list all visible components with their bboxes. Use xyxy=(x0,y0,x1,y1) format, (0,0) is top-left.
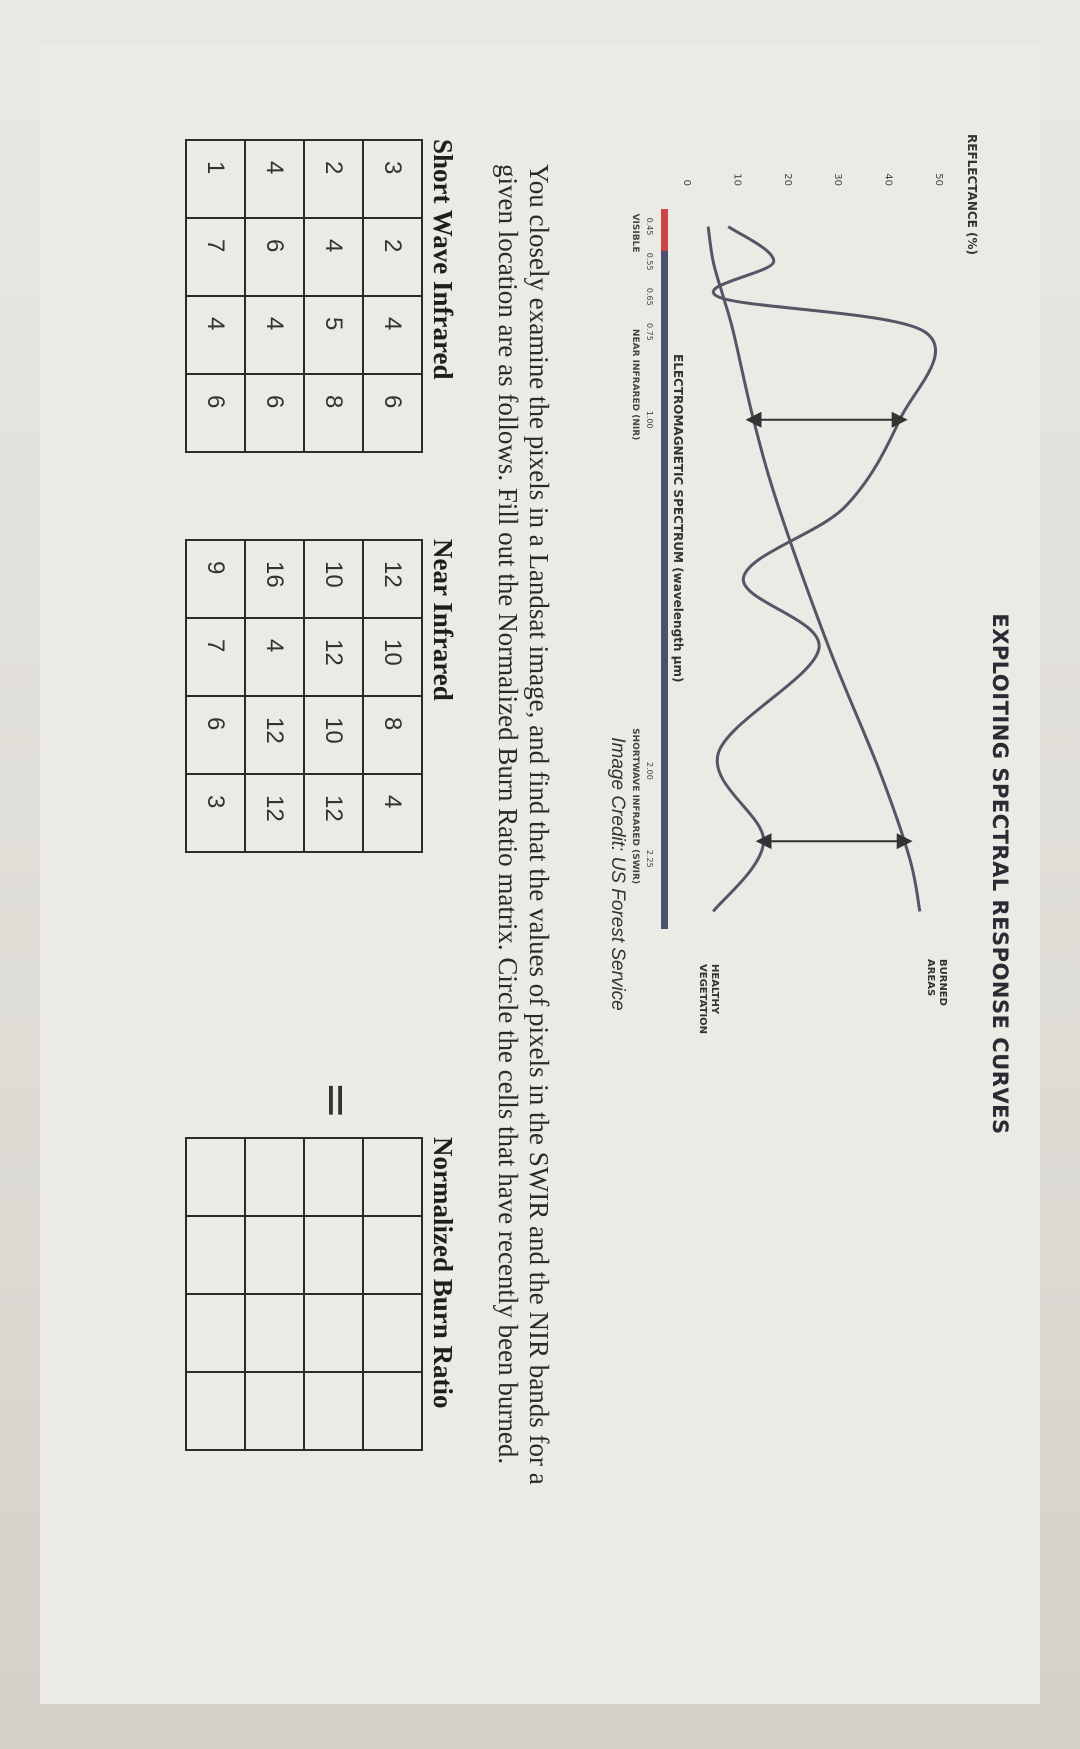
spectrum-bar xyxy=(661,209,668,929)
spectral-response-chart xyxy=(580,124,980,1064)
visible-band-highlight xyxy=(661,209,668,251)
nir-cell: 9 xyxy=(186,540,245,618)
nbr-cell[interactable] xyxy=(245,1138,304,1216)
x-tick-label: 0.75 xyxy=(645,323,654,341)
nir-cell: 12 xyxy=(363,540,422,618)
nir-grid-row xyxy=(186,540,245,852)
nbr-cell[interactable] xyxy=(186,1294,245,1372)
nbr-cell[interactable] xyxy=(363,1138,422,1216)
nbr-cell[interactable] xyxy=(304,1216,363,1294)
nir-grid-title: Near Infrared xyxy=(428,539,458,701)
nbr-cell[interactable] xyxy=(304,1294,363,1372)
nir-grid-row xyxy=(245,540,304,852)
band-label: NEAR INFRARED (NIR) xyxy=(630,328,640,441)
x-tick-label: 0.55 xyxy=(645,252,654,271)
swir-cell: 4 xyxy=(245,296,304,374)
y-tick-label: 20 xyxy=(781,173,793,186)
burned-areas-curve xyxy=(708,227,920,912)
nir-cell: 12 xyxy=(304,618,363,696)
nbr-grid-row xyxy=(304,1138,363,1450)
swir-grid xyxy=(185,139,423,453)
nir-cell: 8 xyxy=(363,696,422,774)
swir-cell: 6 xyxy=(186,374,245,452)
x-tick-label: 0.45 xyxy=(645,217,654,236)
x-tick-label: 0.65 xyxy=(645,287,654,306)
swir-cell: 4 xyxy=(304,218,363,296)
swir-cell: 3 xyxy=(363,140,422,218)
nbr-cell[interactable] xyxy=(363,1216,422,1294)
nbr-grid-row xyxy=(363,1138,422,1450)
nir-cell: 4 xyxy=(363,774,422,852)
nir-cell: 10 xyxy=(304,696,363,774)
series-label: AREAS xyxy=(925,959,936,997)
swir-grid-row xyxy=(363,140,422,452)
nbr-grid-row xyxy=(186,1138,245,1450)
swir-cell: 6 xyxy=(245,374,304,452)
swir-cell: 8 xyxy=(304,374,363,452)
series-label: HEALTHY xyxy=(709,964,720,1015)
nbr-cell[interactable] xyxy=(304,1372,363,1450)
y-axis xyxy=(681,173,944,186)
nbr-cell[interactable] xyxy=(186,1372,245,1450)
nbr-cell[interactable] xyxy=(304,1138,363,1216)
y-axis-label: REFLECTANCE (%) xyxy=(965,134,979,256)
worksheet-page xyxy=(40,44,1040,1704)
swir-grid-title: Short Wave Infrared xyxy=(428,139,458,380)
swir-cell: 4 xyxy=(363,296,422,374)
swir-cell: 6 xyxy=(363,374,422,452)
swir-cell: 5 xyxy=(304,296,363,374)
x-tick-label: 2.00 xyxy=(645,762,654,780)
nbr-cell[interactable] xyxy=(245,1372,304,1450)
healthy-vegetation-curve xyxy=(713,227,935,912)
swir-cell: 7 xyxy=(186,218,245,296)
nbr-grid xyxy=(185,1137,423,1451)
x-tick-label: 2.25 xyxy=(645,849,654,868)
instructions-text: You closely examine the pixels in a Landsat image, and find that the values of pixels in the SWIR and the NIR bands for a given location are as follows. Fill out the Normalized Burn Ratio matrix. Circle the cells that have recently been burned. xyxy=(493,164,554,1485)
nir-grid-row xyxy=(363,540,422,852)
swir-cell: 6 xyxy=(245,218,304,296)
nir-grid xyxy=(185,539,423,853)
equals-sign: = xyxy=(310,1081,364,1120)
nir-cell: 12 xyxy=(245,774,304,852)
nir-cell: 10 xyxy=(304,540,363,618)
nbr-cell[interactable] xyxy=(363,1294,422,1372)
nir-cell: 10 xyxy=(363,618,422,696)
nir-cell: 12 xyxy=(304,774,363,852)
nbr-grid-title: Normalized Burn Ratio xyxy=(428,1137,458,1409)
swir-cell: 2 xyxy=(363,218,422,296)
y-tick-label: 10 xyxy=(731,173,743,186)
series-label: BURNED xyxy=(937,959,948,1006)
nbr-cell[interactable] xyxy=(363,1372,422,1450)
figure-title: EXPLOITING SPECTRAL RESPONSE CURVES xyxy=(988,613,1012,1135)
nir-cell: 7 xyxy=(186,618,245,696)
swir-grid-row xyxy=(186,140,245,452)
x-axis-ticks xyxy=(645,218,654,868)
swir-cell: 1 xyxy=(186,140,245,218)
image-credit: Image Credit: US Forest Service xyxy=(607,737,628,1011)
nir-cell: 3 xyxy=(186,774,245,852)
y-tick-label: 30 xyxy=(832,173,844,186)
nir-cell: 12 xyxy=(245,696,304,774)
nir-cell: 4 xyxy=(245,618,304,696)
nir-grid-row xyxy=(304,540,363,852)
series-labels xyxy=(697,959,948,1034)
nbr-cell[interactable] xyxy=(245,1216,304,1294)
nbr-cell[interactable] xyxy=(245,1294,304,1372)
nbr-grid-row xyxy=(245,1138,304,1450)
nir-cell: 6 xyxy=(186,696,245,774)
swir-grid-row xyxy=(245,140,304,452)
swir-grid-row xyxy=(304,140,363,452)
swir-cell: 4 xyxy=(245,140,304,218)
nbr-cell[interactable] xyxy=(186,1138,245,1216)
x-tick-label: 1.00 xyxy=(645,410,654,429)
nbr-cell[interactable] xyxy=(186,1216,245,1294)
swir-cell: 2 xyxy=(304,140,363,218)
band-label: SHORTWAVE INFRARED (SWIR) xyxy=(630,728,640,885)
band-labels xyxy=(630,214,640,884)
x-axis-label: ELECTROMAGNETIC SPECTRUM (wavelength µm) xyxy=(671,354,685,683)
nir-cell: 16 xyxy=(245,540,304,618)
curves-layer xyxy=(708,227,935,912)
y-tick-label: 0 xyxy=(681,179,692,186)
series-label: VEGETATION xyxy=(697,964,708,1035)
y-tick-label: 40 xyxy=(882,173,894,186)
y-tick-label: 50 xyxy=(933,173,944,186)
band-label: VISIBLE xyxy=(630,213,640,253)
swir-cell: 4 xyxy=(186,296,245,374)
